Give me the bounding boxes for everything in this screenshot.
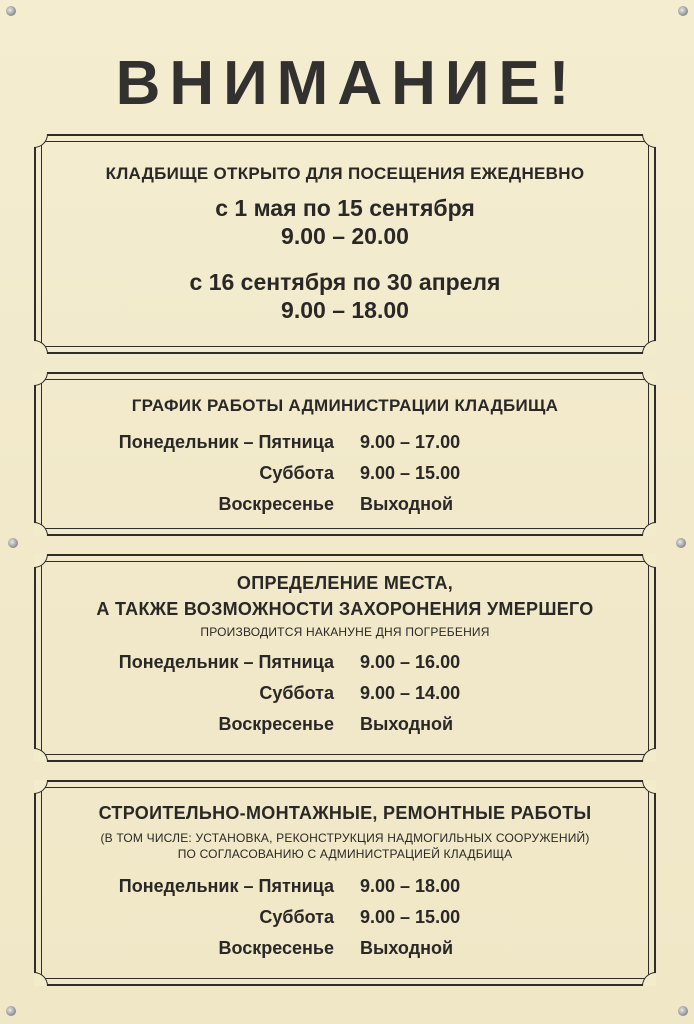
screw-icon — [678, 1006, 688, 1016]
construction-works-panel — [34, 780, 656, 986]
winter-time: 9.00 – 18.00 — [281, 297, 409, 323]
burial-note: ПРОИЗВОДИТСЯ НАКАНУНЕ ДНЯ ПОГРЕБЕНИЯ — [200, 625, 490, 639]
construction-note-line2: ПО СОГЛАСОВАНИЮ С АДМИНИСТРАЦИЕЙ КЛАДБИЩА — [177, 847, 513, 861]
summer-period: с 1 мая по 15 сентября — [215, 195, 475, 221]
schedule-row: Понедельник – Пятница 9.00 – 18.00 — [118, 876, 461, 896]
screw-icon — [8, 538, 18, 548]
schedule-row: Суббота 9.00 – 15.00 — [259, 463, 461, 483]
schedule-row: Воскресенье Выходной — [218, 494, 454, 514]
screw-icon — [676, 538, 686, 548]
construction-note-line1: (В ТОМ ЧИСЛЕ: УСТАНОВКА, РЕКОНСТРУКЦИЯ НАДМОГИЛЬНЫХ СООРУЖЕНИЙ) — [100, 831, 590, 845]
visiting-hours-header: КЛАДБИЩЕ ОТКРЫТО ДЛЯ ПОСЕЩЕНИЯ ЕЖЕДНЕВНО — [105, 164, 585, 183]
schedule-row: Понедельник – Пятница 9.00 – 17.00 — [118, 432, 461, 452]
screw-icon — [6, 6, 16, 16]
administration-schedule-panel — [34, 372, 656, 536]
page-title: ВНИМАНИЕ! — [115, 49, 579, 118]
burial-place-panel — [34, 554, 656, 762]
schedule-row: Понедельник – Пятница 9.00 – 16.00 — [118, 652, 461, 672]
administration-header: ГРАФИК РАБОТЫ АДМИНИСТРАЦИИ КЛАДБИЩА — [131, 396, 559, 415]
schedule-row: Суббота 9.00 – 15.00 — [259, 907, 461, 927]
summer-time: 9.00 – 20.00 — [281, 223, 409, 249]
schedule-row: Воскресенье Выходной — [218, 938, 454, 958]
burial-header-line1: ОПРЕДЕЛЕНИЕ МЕСТА, — [236, 573, 454, 593]
winter-period: с 16 сентября по 30 апреля — [189, 269, 501, 295]
screw-icon — [6, 1006, 16, 1016]
screw-icon — [678, 6, 688, 16]
burial-header-line2: А ТАКЖЕ ВОЗМОЖНОСТИ ЗАХОРОНЕНИЯ УМЕРШЕГО — [96, 599, 594, 619]
schedule-row: Воскресенье Выходной — [218, 714, 454, 734]
schedule-row: Суббота 9.00 – 14.00 — [259, 683, 461, 703]
visiting-hours-panel — [34, 134, 656, 354]
construction-header: СТРОИТЕЛЬНО-МОНТАЖНЫЕ, РЕМОНТНЫЕ РАБОТЫ — [98, 803, 592, 823]
